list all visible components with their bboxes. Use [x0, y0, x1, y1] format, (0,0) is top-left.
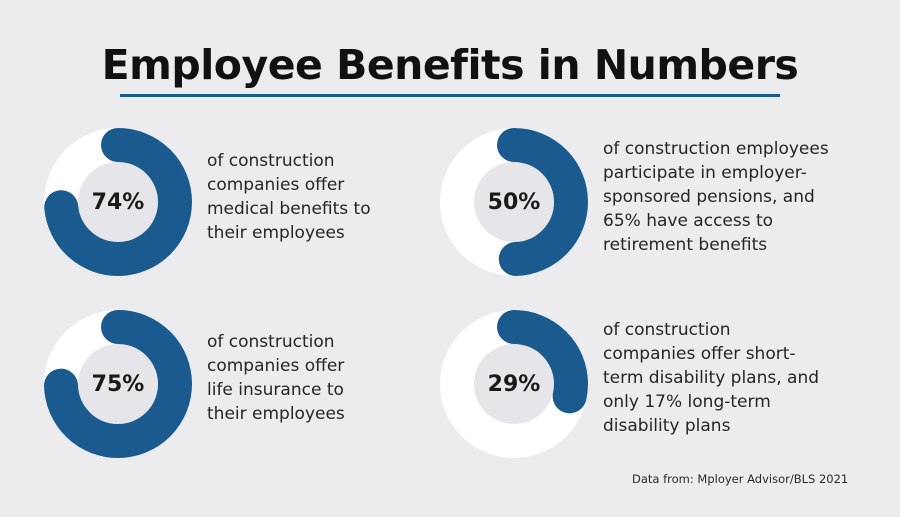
data-source-note: Data from: Mployer Advisor/BLS 2021: [632, 472, 849, 486]
stat-description: [603, 318, 819, 438]
description-line: 65% have access to: [603, 211, 774, 231]
description-line: only 17% long-term: [603, 392, 771, 412]
description-line: disability plans: [603, 416, 731, 436]
description-line: sponsored pensions, and: [603, 187, 815, 207]
description-line: of construction: [207, 151, 335, 171]
description-line: of construction employees: [603, 139, 829, 159]
stat-description: [207, 330, 345, 426]
description-line: companies offer: [207, 175, 345, 195]
description-line: of construction: [207, 332, 335, 352]
description-line: medical benefits to: [207, 199, 371, 219]
percent-label: 74%: [91, 189, 145, 215]
donut-chart: [440, 310, 588, 458]
description-line: companies offer short-: [603, 344, 796, 364]
description-line: participate in employer-: [603, 163, 807, 183]
description-line: term disability plans, and: [603, 368, 820, 388]
page-title: Employee Benefits in Numbers: [101, 41, 799, 89]
stat-description: [207, 149, 371, 245]
percent-label: 29%: [487, 371, 541, 397]
description-line: retirement benefits: [603, 235, 768, 255]
donut-chart: [440, 128, 588, 276]
percent-label: 50%: [487, 189, 541, 215]
description-line: life insurance to: [207, 380, 344, 400]
stat-description: [603, 137, 829, 257]
description-line: companies offer: [207, 356, 345, 376]
description-line: of construction: [603, 320, 731, 340]
donut-chart: [44, 128, 192, 276]
donut-chart: [44, 310, 192, 458]
description-line: their employees: [207, 404, 345, 424]
title-underline: [120, 94, 780, 97]
percent-label: 75%: [91, 371, 145, 397]
description-line: their employees: [207, 223, 345, 243]
